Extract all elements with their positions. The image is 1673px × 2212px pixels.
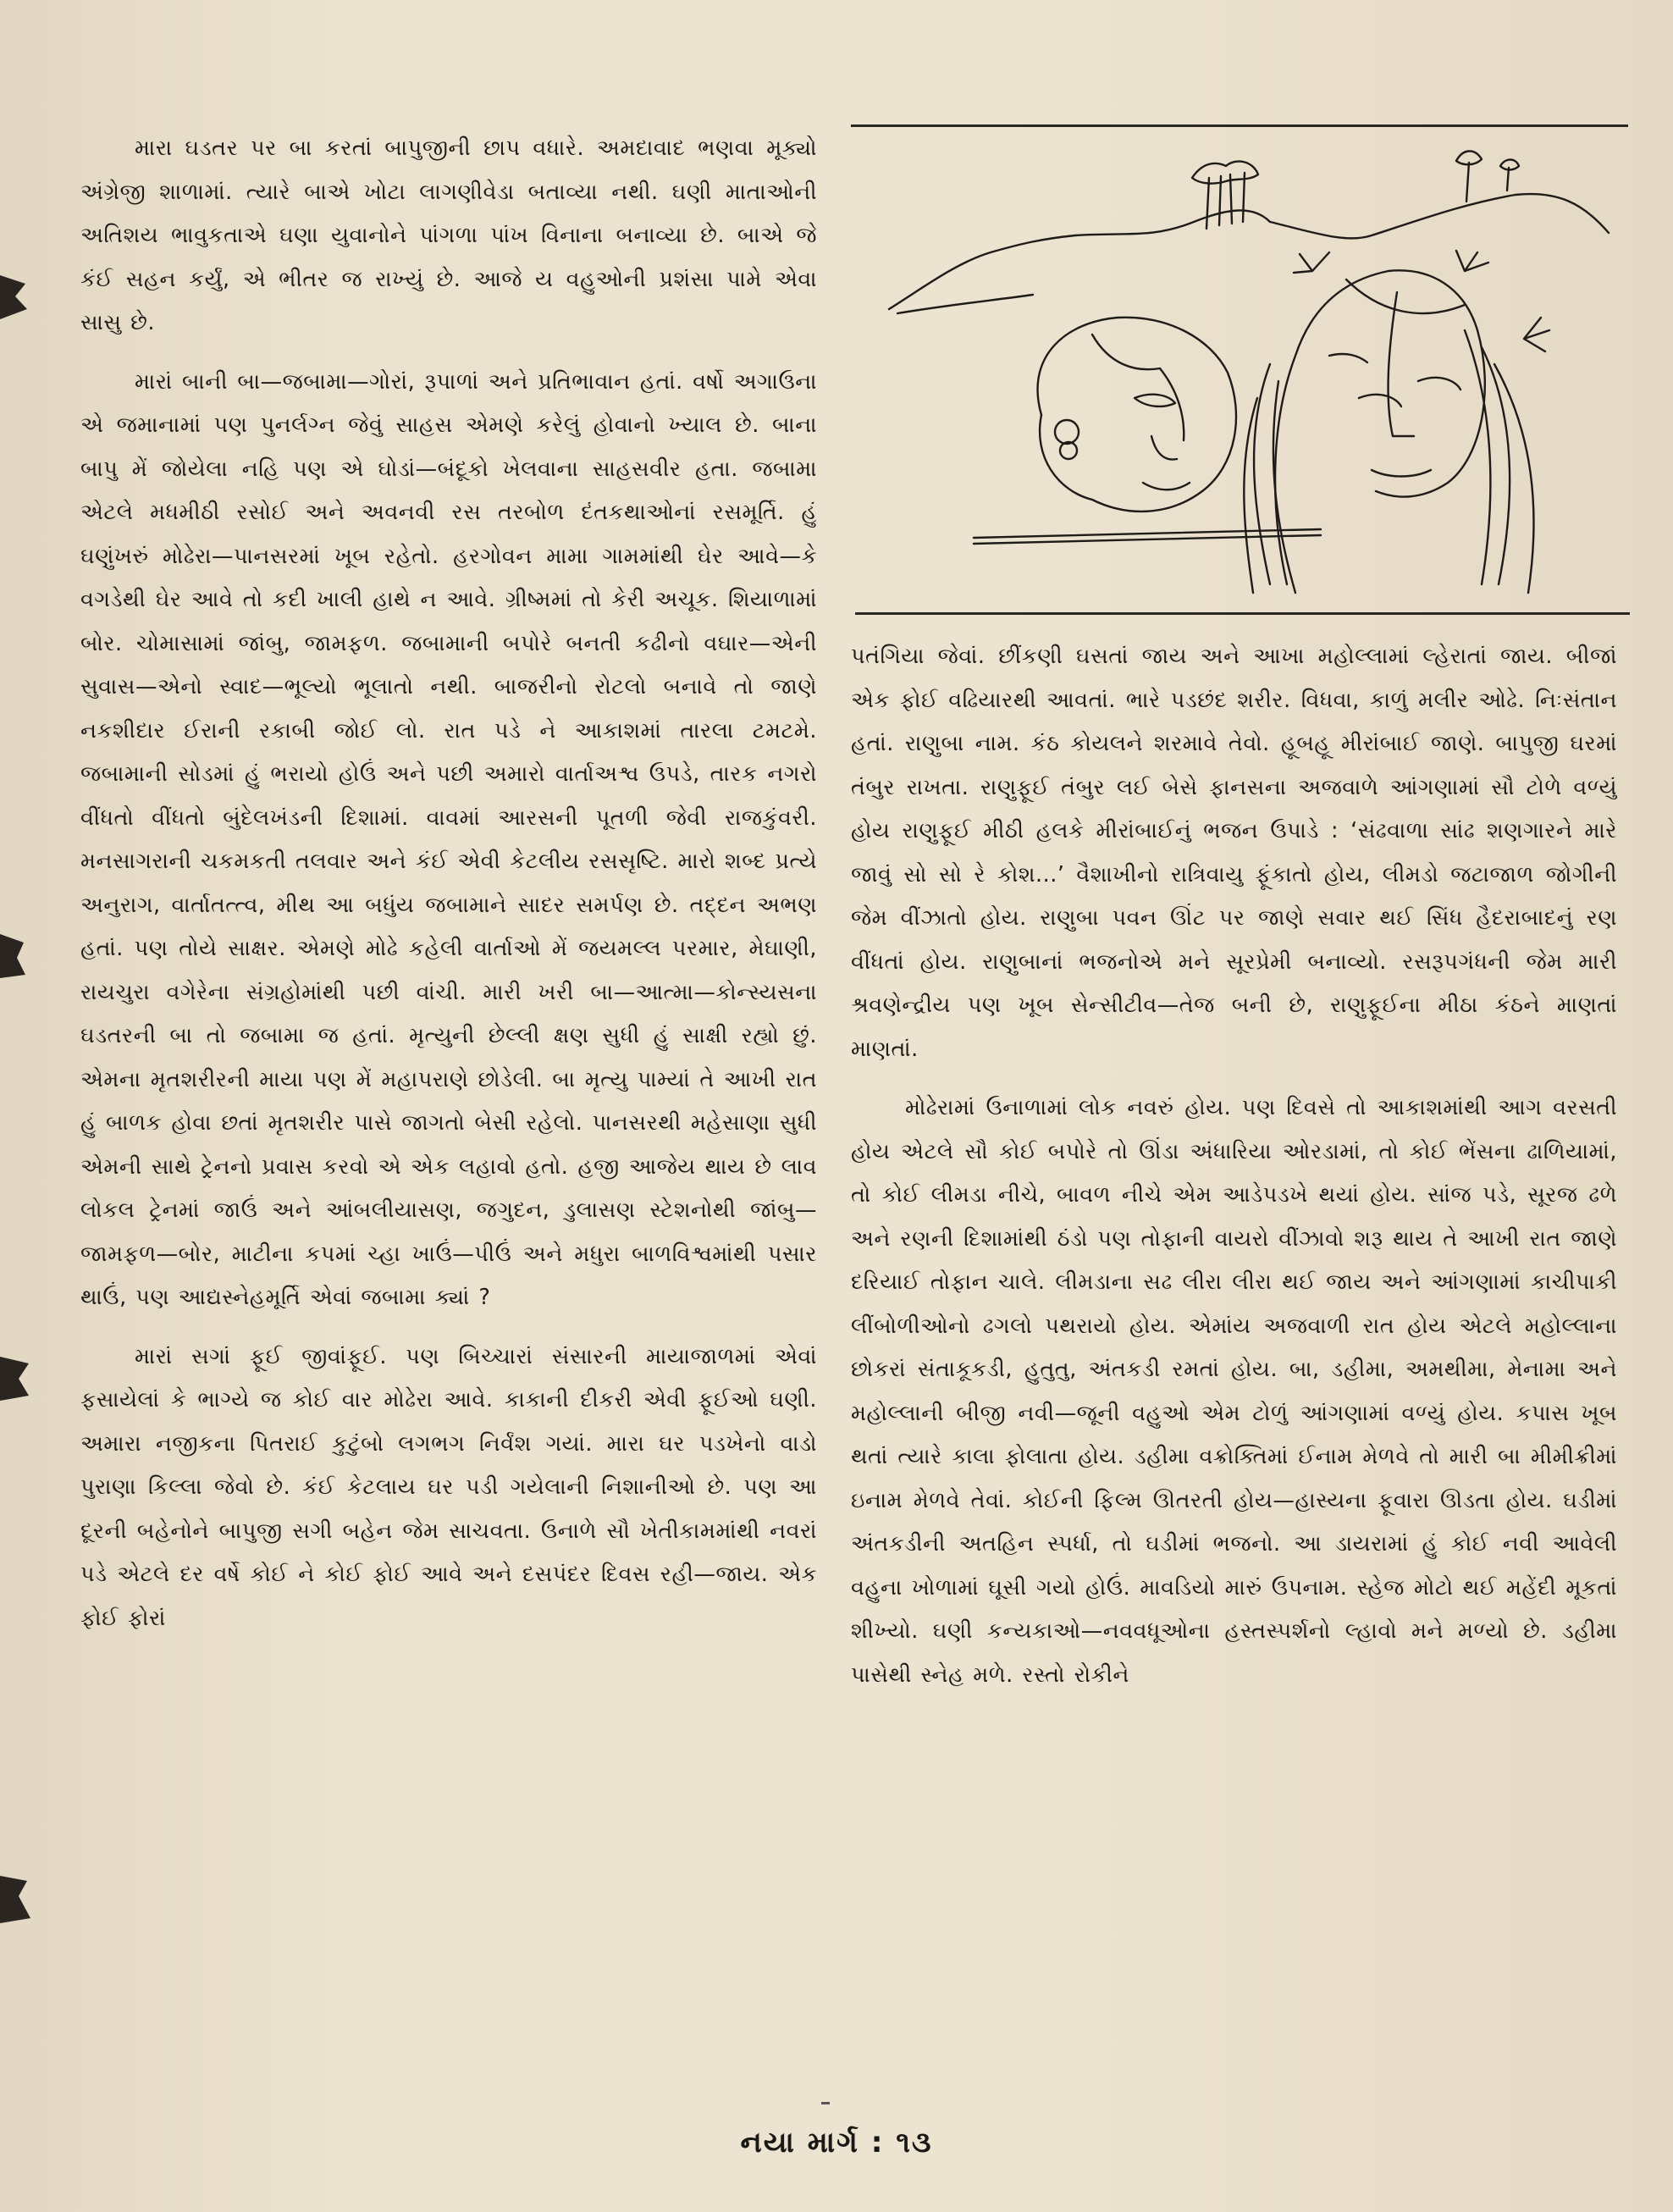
page-damage-mark [0,1338,34,1414]
paragraph: મોઢેરામાં ઉનાળામાં લોક નવરું હોય. પણ દિવસે તો આકાશમાંથી આગ વરસતી હોય એટલે સૌ કોઈ બપોરે તો ઊંડા અંધારિયા ઓરડામાં, તો કોઈ ભેંસના ઢાળિયામાં, તો કોઈ લીમડા નીચે, બાવળ નીચે એમ આડેપડખે થયાં હોય. સાંજ પડે, સૂરજ ઢળે અને રણની દિશામાંથી ઠંડો પણ તોફાની વાયરો વીંઝાવો શરૂ થાય તે આખી રાત જાણે દરિયાઈ તોફાન ચાલે. લીમડાના સઢ લીરા લીરા થઈ જાય અને આંગણામાં કાચીપાકી લીંબોળીઓનો ઢગલો પથરાયો હોય. એમાંય અજવાળી રાત હોય એટલે મહોલ્લાના છોકરાં સંતાકૂકડી, હુતુતુ, અંતકડી રમતાં હોય. બા, ડહીમા, અમથીમા, મેનામા અને મહોલ્લાની બીજી નવી—જૂની વહુઓ એમ ટોળું આંગણામાં વળ્યું હોય. કપાસ ખૂબ થતાં ત્યારે કાલા ફોલાતા હોય. ડહીમા વક્રોક્તિમાં ઈનામ મેળવે તો મારી બા મીમીક્રીમાં ઇનામ મેળવે તેવાં. કોઈની ફિલ્મ ઊતરતી હોય—હાસ્યના ફૂવારા ઊડતા હોય. ઘડીમાં અંતકડીની અતહિન સ્પર્ધા, તો ઘડીમાં ભજનો. આ ડાયરામાં હું કોઈ નવી આવેલી વહુના ખોળામાં ઘૂસી ગયો હોઉં. માવડિયો મારું ઉપનામ. સ્હેજ મોટો થઈ મહેંદી મૂકતાં શીખ્યો. ઘણી કન્યકાઓ—નવવધૂઓના હસ્તસ્પર્શનો લ્હાવો મને મળ્યો છે. ડહીમા પાસેથી સ્નેહ મળે. રસ્તો રોકીને [851,1095,1617,1688]
paragraph: મારાં સગાં ફૂઈ જીવાંફૂઈ. પણ બિચ્ચારાં સંસારની માયાજાળમાં એવાં ફસાયેલાં કે ભાગ્યે જ કોઈ વાર મોઢેરા આવે. કાકાની દીકરી એવી ફૂઈઓ ઘણી. અમારા નજીકના પિતરાઈ કુટુંબો લગભગ નિર્વંશ ગયાં. મારા ઘર પડખેનો વાડો પુરાણા કિલ્લા જેવો છે. કંઈ કેટલાય ઘર પડી ગયેલાની નિશાનીઓ છે. પણ આ દૂરની બહેનોને બાપુજી સગી બહેન જેમ સાચવતા. ઉનાળે સૌ ખેતીકામમાંથી નવરાં પડે એટલે દર વર્ષે કોઈ ને કોઈ ફોઈ આવે અને દસપંદર દિવસ રહી—જાય. એક ફોઈ ફોરાં [80,1343,817,1631]
right-column [851,635,1617,1712]
paragraph: પતંગિયા જેવાં. છીંકણી ઘસતાં જાય અને આખા મહોલ્લામાં લ્હેરાતાં જાય. બીજાં એક ફોઈ વઢિયારથી આવતાં. ભારે પડછંદ શરીર. વિધવા, કાળું મલીર ઓઢે. નિઃસંતાન હતાં. રાણુબા નામ. કંઠ કોયલને શરમાવે તેવો. હૂબહૂ મીરાંબાઈ જાણે. બાપુજી ઘરમાં તંબુર રાખતા. રાણુફૂઈ તંબુર લઈ બેસે ફાનસના અજવાળે આંગણામાં સૌ ટોળે વળ્યું હોય રાણુફૂઈ મીઠી હલકે મીરાંબાઈનું ભજન ઉપાડે : ‘સંઢવાળા સાંઢ શણગારને મારે જાવું સો સો રે કોશ...’ વૈશાખીનો રાત્રિવાયુ ફૂંકાતો હોય, લીમડો જટાજાળ જોગીની જેમ વીંઝાતો હોય. રાણુબા પવન ઊંટ પર જાણે સવાર થઈ સિંધ હૈદરાબાદનું રણ વીંધતાં હોય. રાણુબાનાં ભજનોએ મને સૂરપ્રેમી બનાવ્યો. રસરૂપગંધની જેમ મારી શ્રવણેન્દ્રીય પણ ખૂબ સેન્સીટીવ—તેજ બની છે, રાણુફૂઈના મીઠા કંઠને માણતાં માણતાં. [851,644,1617,1062]
page-footer [0,2126,1673,2159]
page-damage-mark [0,1859,34,1935]
page-damage-mark [0,258,34,335]
page-damage-mark [0,919,34,995]
paragraph: મારાં બાની બા—જબામા—ગોરાં, રૂપાળાં અને પ્રતિભાવાન હતાં. વર્ષો અગાઉના એ જમાનામાં પણ પુનર્લગ્ન જેવું સાહસ એમણે કરેલું હોવાનો ખ્યાલ છે. બાના બાપુ મેં જોયેલા નહિ પણ એ ઘોડાં—બંદૂકો ખેલવાના સાહસવીર હતા. જબામા એટલે મધમીઠી રસોઈ અને અવનવી રસ તરબોળ દંતકથાઓનાં રસમૂર્તિ. હું ઘણુંખરું મોઢેરા—પાનસરમાં ખૂબ રહેતો. હરગોવન મામા ગામમાંથી ઘેર આવે—કે વગડેથી ઘેર આવે તો કદી ખાલી હાથે ન આવે. ગ્રીષ્મમાં તો કેરી અચૂક. શિયાળામાં બોર. ચોમાસામાં જાંબુ, જામફળ. જબામાની બપોરે બનતી કઢીનો વઘાર—એની સુવાસ—એનો સ્વાદ—ભૂલ્યો ભૂલાતો નથી. બાજરીનો રોટલો બનાવે તો જાણે નકશીદાર ઈરાની રકાબી જોઈ લો. રાત પડે ને આકાશમાં તારલા ટમટમે. જબામાની સોડમાં હું ભરાયો હોઉં અને પછી અમારો વાર્તાઅશ્વ ઉપડે, તારક નગરો વીંધતો વીંધતો બુંદેલખંડની દિશામાં. વાવમાં આરસની પૂતળી જેવી રાજકુંવરી. મનસાગરાની ચકમકતી તલવાર અને કંઈ એવી કેટલીય રસસૃષ્ટિ. મારો શબ્દ પ્રત્યે અનુરાગ, વાર્તાતત્ત્વ, મીથ આ બધુંય જબામાને સાદર સમર્પણ છે. તદ્દન અભણ હતાં. પણ તોયે સાક્ષર. એમણે મોઢે કહેલી વાર્તાઓ મેં જયમલ્લ પરમાર, મેઘાણી, રાયચુરા વગેરેના સંગ્રહોમાંથી પછી વાંચી. મારી ખરી બા—આત્મા—કોન્સ્યસના ઘડતરની બા તો જબામા જ હતાં. મૃત્યુની છેલ્લી ક્ષણ સુધી હું સાક્ષી રહ્યો છું. એમના મૃતશરીરની માયા પણ મેં મહાપરાણે છોડેલી. બા મૃત્યુ પામ્યાં તે આખી રાત હું બાળક હોવા છતાં મૃતશરીર પાસે જાગતો બેસી રહેલો. પાનસરથી મહેસાણા સુધી એમની સાથે ટ્રેનનો પ્રવાસ કરવો એ એક લહાવો હતો. હજી આજેય થાય છે લાવ લોકલ ટ્રેનમાં જાઉં અને આંબલીયાસણ, જગુદન, ડુલાસણ સ્ટેશનોથી જાંબુ—જામફળ—બોર, માટીના કપમાં ચ્હા ખાઉં—પીઉં અને મધુરા બાળવિશ્વમાંથી પસાર થાઉં, પણ આદ્યસ્નેહમૂર્તિ એવાં જબામા ક્યાં ? [80,368,817,1310]
top-rule [851,124,1628,127]
paragraph: મારા ઘડતર પર બા કરતાં બાપુજીની છાપ વધારે. અમદાવાદ ભણવા મૂક્યો અંગ્રેજી શાળામાં. ત્યારે બાએ ખોટા લાગણીવેડા બતાવ્યા નથી. ઘણી માતાઓની અતિશય ભાવુકતાએ ઘણા યુવાનોને પાંગળા પાંખ વિનાના બનાવ્યા છે. બાએ જે કંઈ સહન કર્યું, એ ભીતર જ રાખ્યું છે. આજે ય વહુઓની પ્રશંસા પામે એવા સાસુ છે. [80,135,817,335]
line-drawing-illustration [872,144,1617,601]
section-rule [855,612,1630,615]
left-column [80,127,817,1656]
footer-dash [821,2102,830,2104]
footer-text: નયા માર્ગ : ૧૩ [740,2126,933,2159]
